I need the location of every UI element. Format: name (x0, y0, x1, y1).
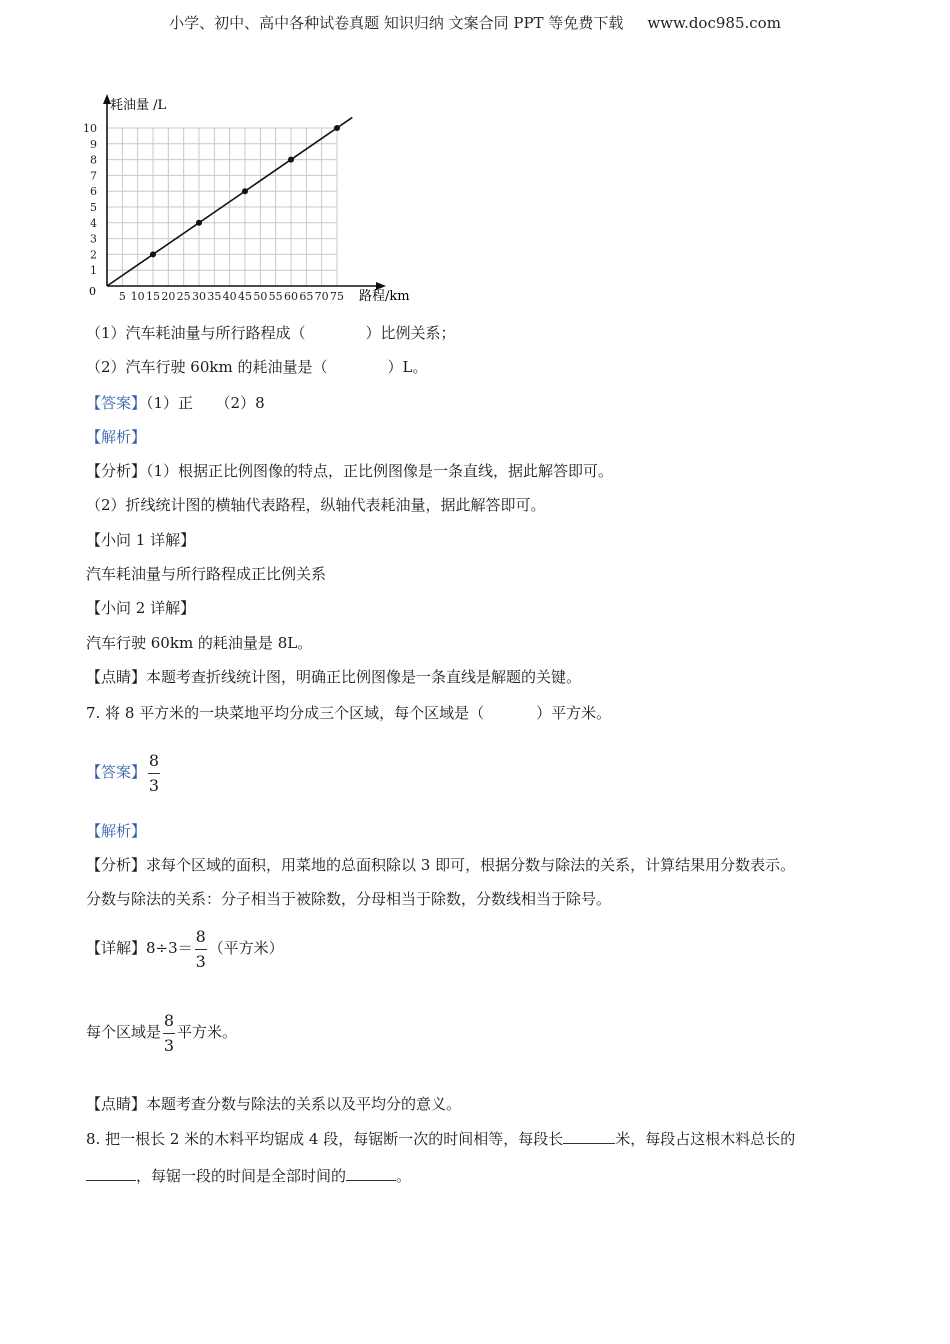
q7-fenxi2: 分数与除法的关系：分子相当于被除数，分母相当于除数，分数线相当于除号。 (86, 890, 612, 908)
x-tick-label: 25 (176, 290, 191, 303)
data-point (334, 125, 340, 131)
q7-stem-end: ）平方米。 (536, 704, 612, 722)
y-tick-label: 10 (83, 122, 97, 135)
q6-dianjing-text: 本题考查折线统计图，明确正比例图像是一条直线是解题的关键。 (146, 668, 582, 686)
q6-q1-title: 【小问 1 详解】 (86, 531, 196, 549)
y-tick-labels (83, 122, 97, 277)
x-axis-label: 路程/km (359, 289, 410, 304)
detail-fraction (195, 927, 207, 972)
q6-q2-body: 汽车行驶 60km 的耗油量是 8L。 (86, 634, 313, 652)
q6-sub1-end: ）比例关系； (365, 324, 456, 342)
x-tick-label: 5 (118, 290, 126, 303)
q6-sub1-text: （1）汽车耗油量与所行路程成（ (86, 324, 306, 342)
x-tick-label: 70 (314, 290, 329, 303)
y-tick-label: 8 (90, 153, 97, 167)
fenxi-tag: 【分析】 (86, 856, 147, 874)
y-tick-label: 5 (90, 201, 97, 214)
fuel-distance-chart (80, 90, 420, 305)
q7-detail-expr: 8÷3＝ (146, 939, 193, 957)
x-tick-label: 60 (284, 290, 298, 303)
dianjing-tag: 【点睛】 (86, 668, 147, 686)
y-axis-label: 耗油量 /L (110, 98, 167, 113)
y-tick-label: 6 (90, 185, 97, 199)
q8-stem-c: ，每锯一段的时间是全部时间的 (136, 1167, 347, 1185)
q6-sub1 (86, 322, 456, 344)
q6-dianjing (86, 666, 581, 688)
x-tick-label: 50 (253, 290, 268, 303)
q7-detail (86, 922, 284, 974)
q6-sub2 (86, 356, 427, 378)
y-tick-label: 3 (90, 232, 97, 246)
q6-answer-text: （1）正 （2）8 (146, 394, 265, 412)
q7-stem (86, 702, 611, 724)
x-tick-label: 55 (268, 290, 283, 303)
q7-fenxi (86, 854, 795, 876)
x-tick-label: 30 (192, 290, 206, 303)
q7-conclusion-post: 平方米。 (177, 1023, 238, 1041)
data-point (288, 157, 294, 163)
q7-jiexi-tag: 【解析】 (86, 822, 147, 840)
y-tick-label: 4 (90, 216, 97, 230)
y-tick-label: 2 (90, 248, 97, 262)
fraction-numerator: 8 (195, 926, 206, 946)
header-url[interactable]: www.doc985.com (647, 14, 781, 32)
q8-stem-line2 (86, 1164, 411, 1187)
origin-label: 0 (89, 285, 96, 298)
header-text: 小学、初中、高中各种试卷真题 知识归纳 文案合同 PPT 等免费下载 (169, 14, 624, 32)
fraction-denominator: 3 (148, 775, 160, 795)
fraction-numerator: 8 (163, 1010, 175, 1030)
fenxi-tag: 【分析】 (86, 462, 147, 480)
q8-blank-3[interactable] (346, 1164, 396, 1181)
answer-tag: 【答案】 (86, 394, 147, 412)
x-tick-label: 15 (146, 290, 160, 303)
q6-jiexi-tag: 【解析】 (86, 428, 147, 446)
q7-detail-unit: （平方米） (208, 939, 284, 957)
conclusion-fraction (163, 1011, 175, 1056)
x-tick-label: 75 (330, 290, 344, 303)
x-tick-label: 10 (130, 290, 145, 303)
data-point (242, 188, 248, 194)
x-tick-label: 65 (299, 290, 314, 303)
data-point (196, 220, 202, 226)
q6-fenxi-text: （1）根据正比例图像的特点，正比例图像是一条直线，据此解答即可。 (146, 462, 614, 480)
q6-sub2-end: ）L。 (387, 358, 428, 376)
y-tick-label: 1 (90, 264, 97, 278)
q6-fenxi (86, 460, 613, 482)
q7-answer (86, 746, 162, 798)
q7-conclusion (86, 1006, 237, 1058)
x-tick-labels (119, 290, 344, 303)
detail-tag: 【详解】 (86, 939, 147, 957)
page-header (0, 12, 950, 33)
x-tick-label: 45 (238, 290, 252, 303)
q8-stem-b: 米，每段占这根木料总长的 (615, 1130, 796, 1148)
q7-conclusion-pre: 每个区域是 (86, 1023, 162, 1041)
q6-q2-title: 【小问 2 详解】 (86, 599, 196, 617)
q8-stem-a: 8. 把一根长 2 米的木料平均锯成 4 段，每锯断一次的时间相等，每段长 (86, 1130, 564, 1148)
y-tick-label: 7 (90, 169, 97, 183)
y-tick-label: 9 (90, 137, 97, 151)
q8-stem-line1 (86, 1127, 795, 1150)
fraction-denominator: 3 (195, 951, 206, 971)
q7-dianjing-text: 本题考查分数与除法的关系以及平均分的意义。 (146, 1095, 462, 1113)
data-point (150, 251, 156, 257)
q8-blank-2[interactable] (86, 1164, 136, 1181)
answer-fraction (148, 751, 160, 796)
q7-dianjing (86, 1093, 461, 1115)
answer-tag: 【答案】 (86, 763, 147, 781)
q8-blank-1[interactable] (563, 1127, 615, 1144)
dianjing-tag: 【点睛】 (86, 1095, 147, 1113)
fraction-numerator: 8 (148, 750, 160, 770)
q8-stem-d: 。 (396, 1167, 412, 1185)
q7-fenxi-text: 求每个区域的面积，用菜地的总面积除以 3 即可，根据分数与除法的关系，计算结果用分数表示。 (146, 856, 796, 874)
x-tick-label: 35 (207, 290, 222, 303)
q6-q1-body: 汽车耗油量与所行路程成正比例关系 (86, 565, 327, 583)
q6-fenxi2: （2）折线统计图的横轴代表路程，纵轴代表耗油量，据此解答即可。 (86, 496, 546, 514)
x-tick-label: 40 (222, 290, 237, 303)
x-tick-label: 20 (161, 290, 176, 303)
fraction-denominator: 3 (163, 1035, 175, 1055)
q6-sub2-text: （2）汽车行驶 60km 的耗油量是（ (86, 358, 328, 376)
q7-stem-text: 7. 将 8 平方米的一块菜地平均分成三个区域，每个区域是（ (86, 704, 485, 722)
q6-answer (86, 392, 265, 414)
